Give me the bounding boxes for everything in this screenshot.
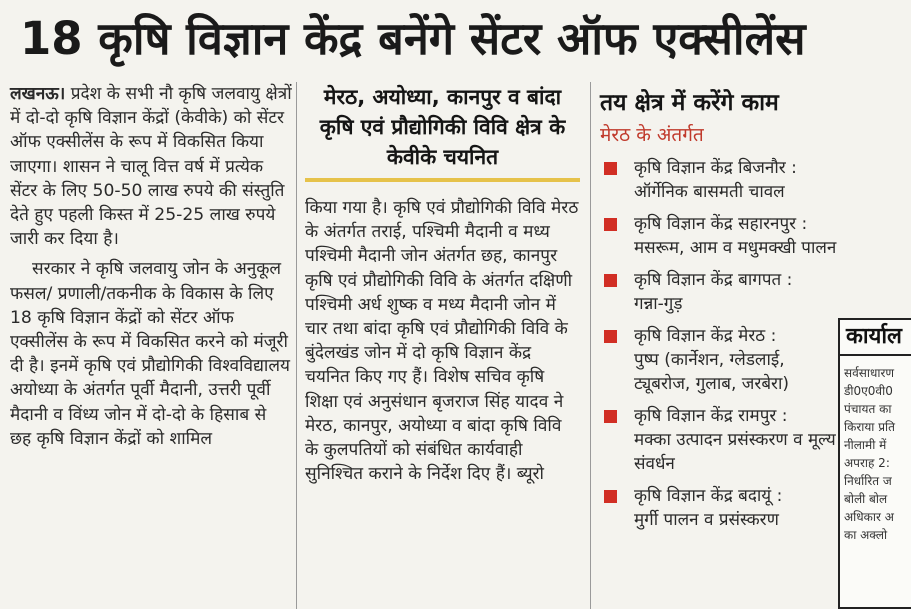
center-detail: गन्ना-गुड़	[634, 294, 683, 314]
center-name: कृषि विज्ञान केंद्र रामपुर :	[634, 406, 788, 426]
column-3-subheading: मेरठ के अंतर्गत	[600, 124, 704, 146]
paragraph-2: सरकार ने कृषि जलवायु जोन के अनुकूल फसल/ प्रणाली/तकनीक के विकास के लिए 18 कृषि विज्ञान केंद्रों को सेंटर ऑफ एक्सीलेंस के रूप में विकसित करने को मंजूरी दी है। इनमें कृषि एवं प्रौद्योगिकी विश्वविद्यालय अयोध्या के अंतर्गत पूर्वी मैदानी, उत्तरी पूर्वी मैदानी व विंध्य जोन में दो-दो के हिसाब से छह कृषि विज्ञान केंद्रों को शामिल	[10, 259, 290, 449]
column-2-subheading: मेरठ, अयोध्या, कानपुर व बांदा कृषि एवं प्रौद्योगिकी विवि क्षेत्र के केवीके चयनित	[305, 82, 580, 182]
center-detail: ऑर्गेनिक बासमती चावल	[634, 182, 785, 202]
column-3-heading: तय क्षेत्र में करेंगे काम	[600, 90, 779, 116]
notice-title: कार्याल	[840, 320, 911, 356]
notice-line: किराया प्रति	[844, 420, 895, 434]
list-item	[600, 156, 840, 204]
center-name: कृषि विज्ञान केंद्र बिजनौर :	[634, 158, 797, 178]
center-detail: मसरूम, आम व मधुमक्खी पालन	[634, 238, 837, 258]
dateline: लखनऊ।	[10, 84, 66, 104]
square-bullet-icon	[604, 218, 617, 231]
notice-line: सर्वसाधारण	[844, 366, 895, 380]
square-bullet-icon	[604, 490, 617, 503]
list-item	[600, 484, 840, 532]
headline: 18 कृषि विज्ञान केंद्र बनेंगे सेंटर ऑफ एक्सीलेंस	[20, 12, 806, 65]
square-bullet-icon	[604, 274, 617, 287]
column-3	[600, 82, 840, 540]
center-detail: पुष्प (कार्नेशन, ग्लेडलाई, ट्यूबरोज, गुलाब, जरबेरा)	[634, 350, 790, 394]
notice-line: का अक्लो	[844, 528, 888, 542]
notice-line: पंचायत का	[844, 402, 892, 416]
center-name: कृषि विज्ञान केंद्र बागपत :	[634, 270, 793, 290]
square-bullet-icon	[604, 410, 617, 423]
notice-line: नीलामी में	[844, 438, 887, 452]
list-item	[600, 212, 840, 260]
column-2	[305, 82, 580, 486]
list-item	[600, 404, 840, 476]
notice-line: डी0ए0वी0	[844, 384, 893, 398]
notice-line: अधिकार अ	[844, 510, 894, 524]
column-1	[10, 82, 292, 451]
column-divider	[296, 82, 297, 609]
center-name: कृषि विज्ञान केंद्र मेरठ :	[634, 326, 777, 346]
paragraph-1	[10, 82, 292, 251]
notice-line: बोली बोल	[844, 492, 888, 506]
center-name: कृषि विज्ञान केंद्र बदायूं :	[634, 486, 783, 506]
notice-body	[840, 356, 911, 544]
adjacent-notice-box	[838, 318, 911, 609]
paragraph-1-text: प्रदेश के सभी नौ कृषि जलवायु क्षेत्रों में दो-दो कृषि विज्ञान केंद्रों (केवीके) को सेंटर ऑफ एक्सीलेंस के रूप में विकसित किया जाएगा। शासन ने चालू वित्त वर्ष में प्रत्येक सेंटर के लिए 50-50 लाख रुपये की संस्तुति देते हुए पहली किस्त में 25-25 लाख रुपये जारी कर दिया है।	[10, 84, 292, 250]
square-bullet-icon	[604, 330, 617, 343]
center-detail: मुर्गी पालन व प्रसंस्करण	[634, 510, 779, 530]
square-bullet-icon	[604, 162, 617, 175]
notice-line: निर्धारित ज	[844, 474, 892, 488]
column-2-body: किया गया है। कृषि एवं प्रौद्योगिकी विवि मेरठ के अंतर्गत तराई, पश्चिमी मैदानी व मध्य पश्चिमी मैदानी जोन अंतर्गत छह, कानपुर कृषि एवं प्रौद्योगिकी विवि के अंतर्गत दक्षिणी पश्चिमी अर्ध शुष्क व मध्य मैदानी जोन में चार तथा बांदा कृषि एवं प्रौद्योगिकी विवि के बुंदेलखंड जोन में दो कृषि विज्ञान केंद्र चयनित किए गए हैं। विशेष सचिव कृषि शिक्षा एवं अनुसंधान बृजराज सिंह यादव ने मेरठ, कानपुर, अयोध्या व बांदा कृषि विवि के कुलपतियों को संबंधित कार्यवाही सुनिश्चित कराने के निर्देश दिए हैं। ब्यूरो	[305, 198, 579, 485]
list-item	[600, 268, 840, 316]
center-name: कृषि विज्ञान केंद्र सहारनपुर :	[634, 214, 808, 234]
notice-line: अपराह 2:	[844, 456, 890, 470]
list-item	[600, 324, 840, 396]
center-list	[600, 156, 840, 532]
center-detail: मक्का उत्पादन प्रसंस्करण व मूल्य संवर्धन	[634, 430, 836, 474]
column-divider	[590, 82, 591, 609]
